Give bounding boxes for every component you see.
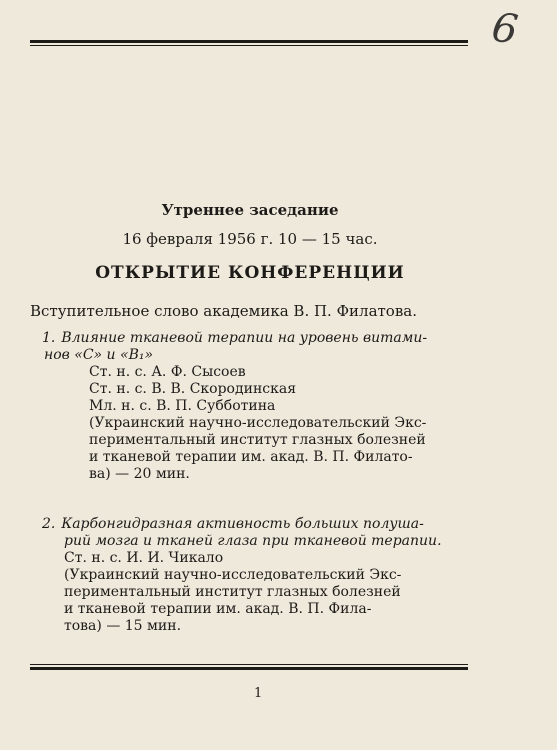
bottom-rule-thin-line bbox=[30, 664, 468, 665]
opening-title: ОТКРЫТИЕ КОНФЕРЕНЦИИ bbox=[95, 263, 405, 283]
program-item-2 bbox=[42, 516, 482, 635]
item-1-institution-line-4: ва) — 20 мин. bbox=[89, 466, 190, 482]
top-double-rule bbox=[30, 40, 468, 46]
item-2-institution-line-1: (Украинский научно-исследовательский Экс- bbox=[64, 567, 402, 583]
item-1-author-1: Ст. н. с. А. Ф. Сысоев bbox=[89, 364, 246, 380]
item-1-institution-line-3: и тканевой терапии им. акад. В. П. Филато- bbox=[89, 449, 413, 465]
item-2-title-line-1 bbox=[42, 516, 482, 533]
item-1-institution-line-2: периментальный институт глазных болезней bbox=[89, 432, 426, 448]
item-2-title-line-2: рий мозга и тканей глаза при тканевой терапии. bbox=[64, 533, 442, 549]
item-2-number: 2. bbox=[42, 516, 56, 532]
item-1-number: 1. bbox=[42, 330, 56, 346]
item-1-title-text-1: Влияние тканевой терапии на уровень витами- bbox=[61, 330, 428, 346]
item-2-title-text-1: Карбонгидразная активность больших полуша- bbox=[61, 516, 424, 532]
program-item-1 bbox=[42, 330, 482, 483]
top-rule-thick-line bbox=[30, 40, 468, 43]
handwritten-page-mark: 6 bbox=[488, 4, 521, 54]
item-1-title-line-1 bbox=[42, 330, 482, 347]
item-2-institution-line-2: периментальный институт глазных болезней bbox=[64, 584, 401, 600]
bottom-double-rule bbox=[30, 664, 468, 670]
item-1-title-line-2: нов «C» и «B₁» bbox=[44, 347, 154, 363]
item-2-institution-line-4: това) — 15 мин. bbox=[64, 618, 182, 634]
item-1-title bbox=[42, 330, 482, 364]
item-1-author-3: Мл. н. с. В. П. Субботина bbox=[89, 398, 276, 414]
page-number: 1 bbox=[254, 686, 263, 701]
top-rule-thin-line bbox=[30, 45, 468, 46]
item-2-author-1: Ст. н. с. И. И. Чикало bbox=[64, 550, 224, 566]
item-2-title bbox=[42, 516, 482, 550]
item-1-institution-line-1: (Украинский научно-исследовательский Экс- bbox=[89, 415, 427, 431]
item-2-institution-line-3: и тканевой терапии им. акад. В. П. Фила- bbox=[64, 601, 372, 617]
session-title: Утреннее заседание bbox=[161, 201, 339, 219]
item-1-author-2: Ст. н. с. В. В. Скородинская bbox=[89, 381, 297, 397]
bottom-rule-thick-line bbox=[30, 667, 468, 670]
opening-intro: Вступительное слово академика В. П. Филатова. bbox=[30, 302, 417, 320]
session-date: 16 февраля 1956 г. 10 — 15 час. bbox=[122, 230, 378, 248]
